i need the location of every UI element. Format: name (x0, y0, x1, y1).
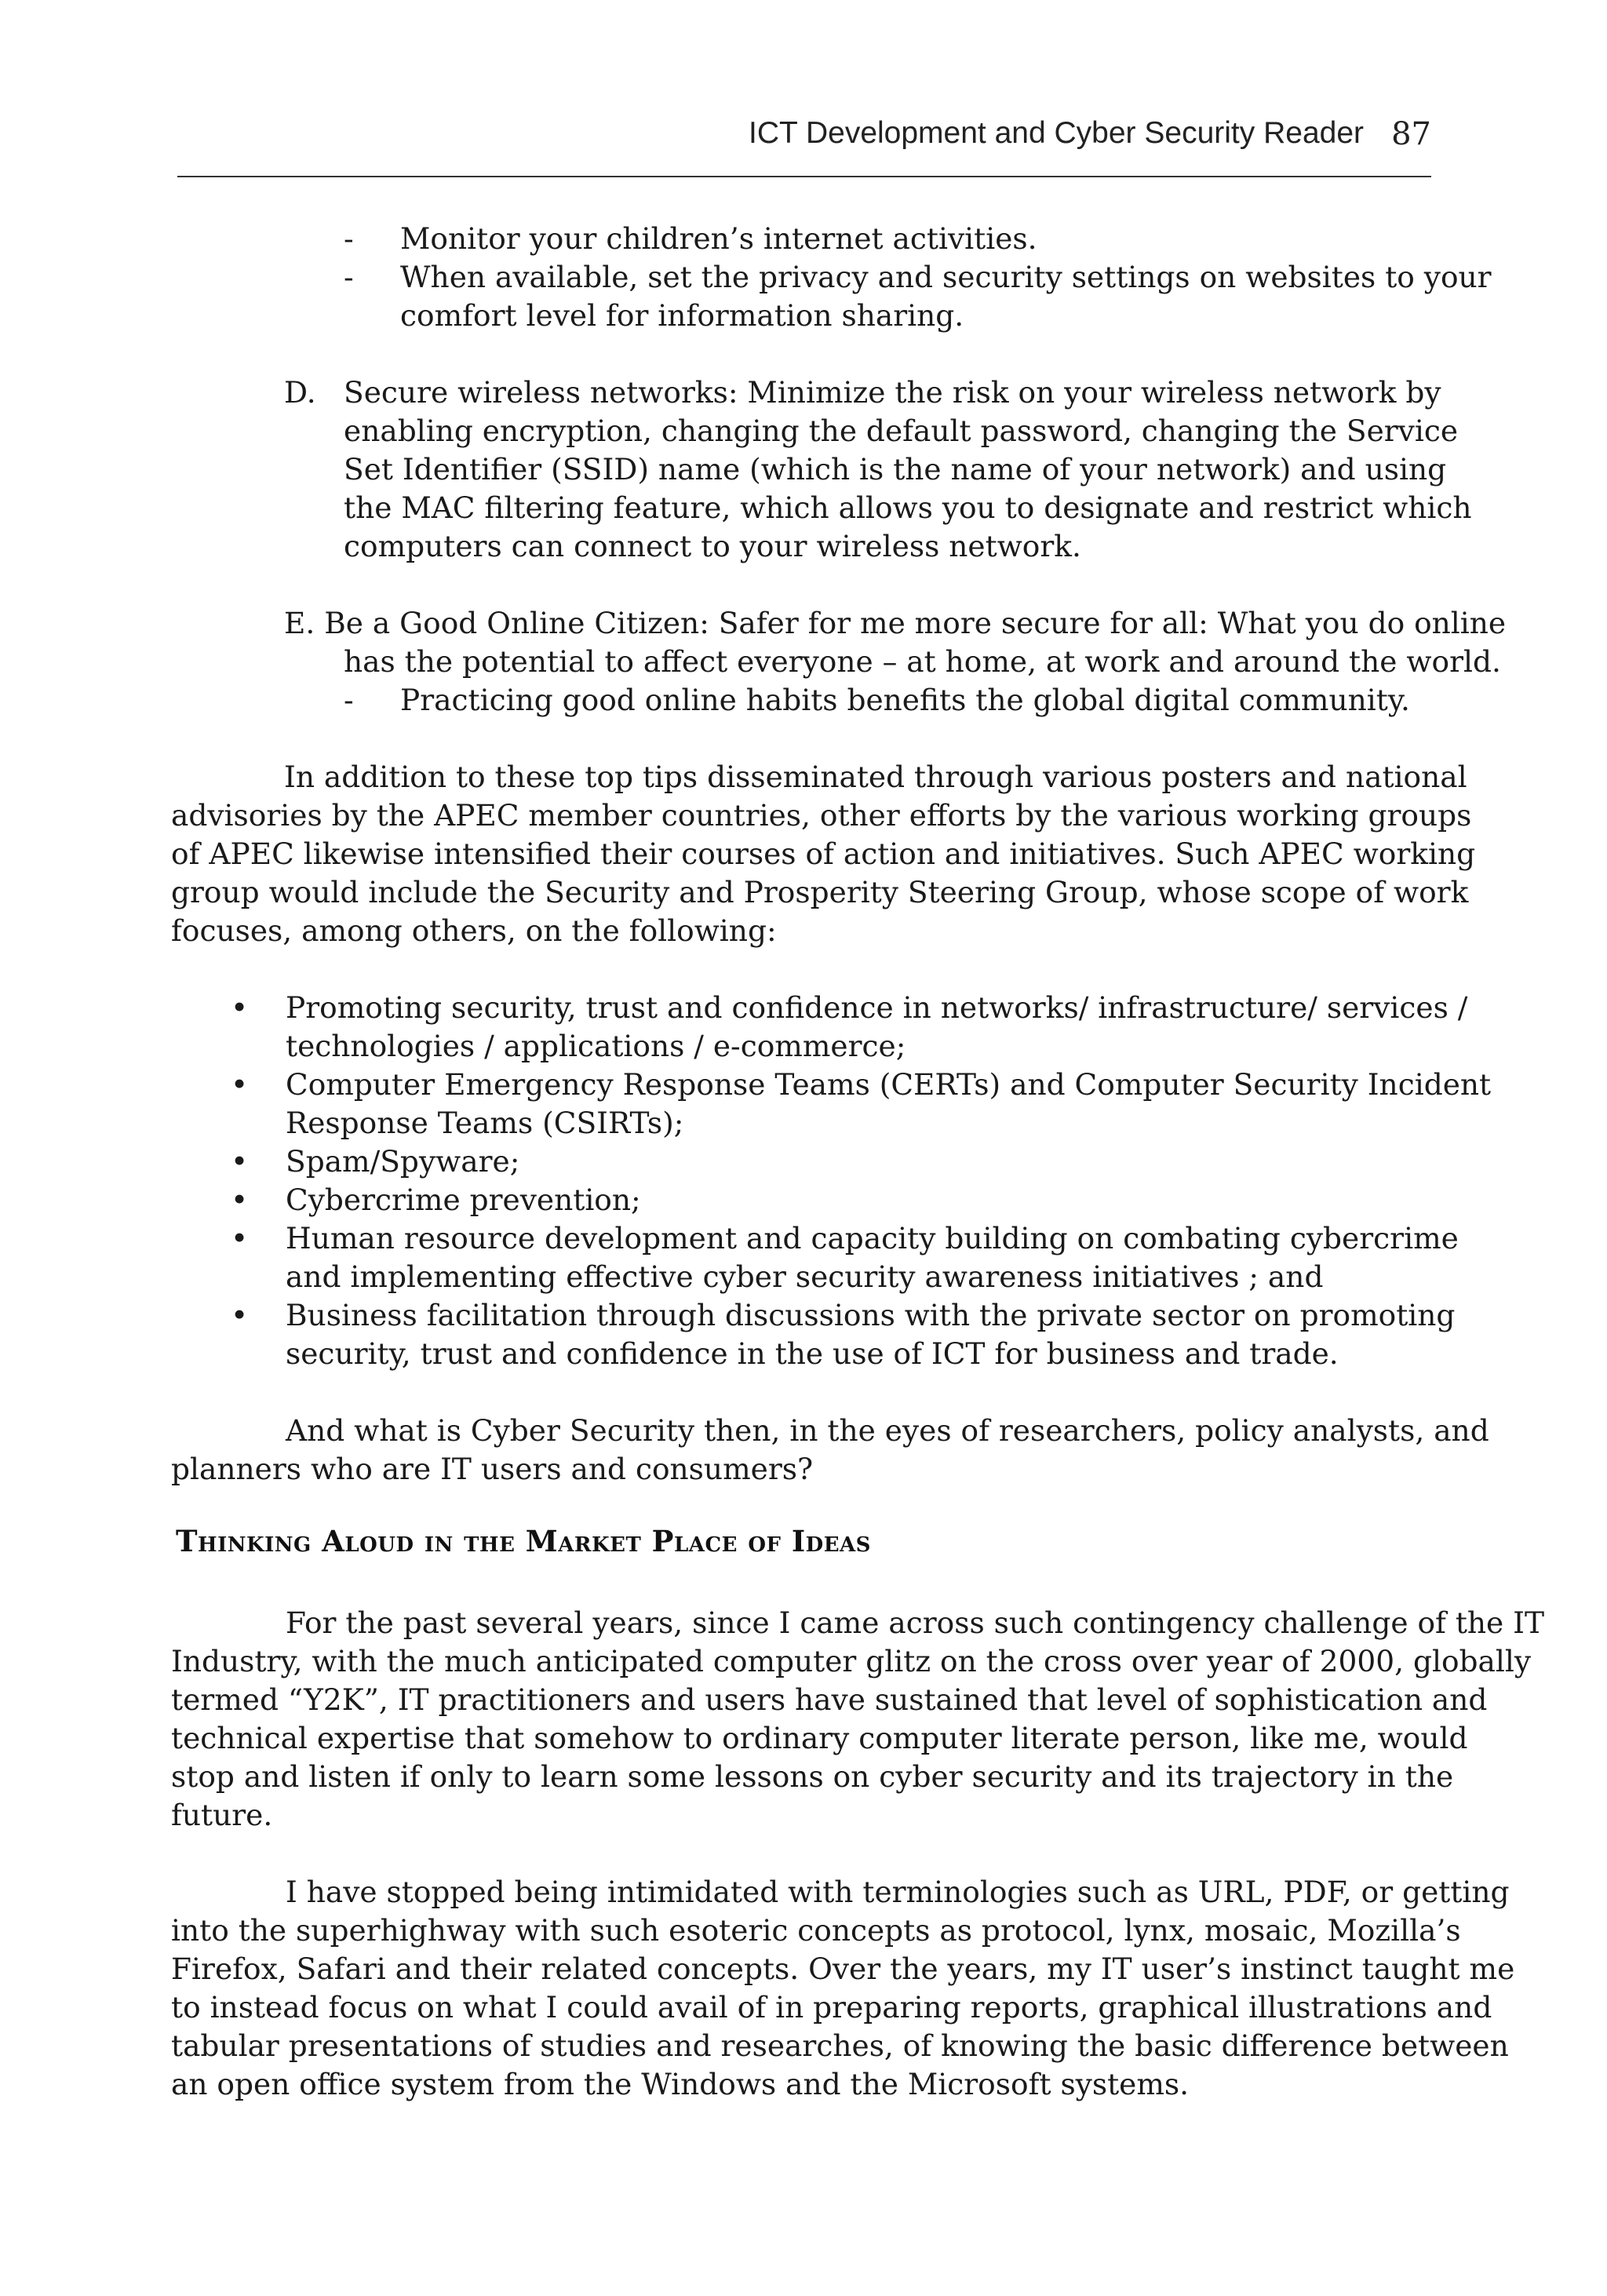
list-item-continuation: comfort level for information sharing. (400, 298, 964, 333)
paragraph-line: Firefox, Safari and their related concepts. Over the years, my IT user’s instinct taught me (171, 1952, 1515, 1986)
item-d-line: enabling encryption, changing the default password, changing the Service (344, 414, 1459, 448)
paragraph-line: For the past several years, since I came across such contingency challenge of the IT (286, 1605, 1544, 1640)
paragraph-line: into the superhighway with such esoteric concepts as protocol, lynx, mosaic, Mozilla’s (171, 1913, 1461, 1948)
bullet-line: Business facilitation through discussions with the private sector on promoting (286, 1298, 1456, 1332)
bullet-line: Computer Emergency Response Teams (CERTs) and Computer Security Incident (286, 1067, 1492, 1102)
bullet-marker: • (231, 1067, 249, 1102)
paragraph-line: In addition to these top tips disseminated through various posters and national (284, 760, 1467, 794)
paragraph-line: And what is Cyber Security then, in the eyes of researchers, policy analysts, and (286, 1413, 1489, 1448)
item-d-line: computers can connect to your wireless network. (344, 529, 1081, 563)
item-d-line: Secure wireless networks: Minimize the risk on your wireless network by (344, 375, 1441, 410)
paragraph-line: to instead focus on what I could avail of in preparing reports, graphical illustrations and (171, 1990, 1492, 2024)
paragraph-line: advisories by the APEC member countries, other efforts by the various working groups (171, 798, 1472, 833)
paragraph-line: Industry, with the much anticipated computer glitz on the cross over year of 2000, globally (171, 1644, 1532, 1678)
list-item: When available, set the privacy and security settings on websites to your (400, 260, 1492, 294)
paragraph-line: termed “Y2K”, IT practitioners and users have sustained that level of sophistication and (171, 1682, 1488, 1717)
item-d-line: the MAC filtering feature, which allows you to designate and restrict which (344, 490, 1472, 525)
paragraph-line: future. (171, 1798, 273, 1832)
dash-marker: - (344, 260, 354, 294)
paragraph-line: I have stopped being intimidated with terminologies such as URL, PDF, or getting (286, 1875, 1510, 1909)
paragraph-line: technical expertise that somehow to ordinary computer literate person, like me, would (171, 1721, 1468, 1755)
bullet-line: security, trust and confidence in the use of ICT for business and trade. (286, 1336, 1339, 1371)
bullet-line: Response Teams (CSIRTs); (286, 1106, 684, 1140)
list-item: Monitor your children’s internet activities. (400, 221, 1037, 256)
bullet-line: Spam/Spyware; (286, 1144, 520, 1179)
bullet-marker: • (231, 990, 249, 1025)
bullet-marker: • (231, 1144, 249, 1179)
item-e-subitem: Practicing good online habits benefits the global digital community. (400, 683, 1410, 717)
bullet-marker: • (231, 1298, 249, 1332)
paragraph-line: group would include the Security and Prosperity Steering Group, whose scope of work (171, 875, 1469, 909)
item-label: D. (284, 375, 316, 410)
paragraph-line: planners who are IT users and consumers? (171, 1452, 814, 1486)
item-e-line: E. Be a Good Online Citizen: Safer for me more secure for all: What you do online (284, 606, 1507, 640)
bullet-line: and implementing effective cyber security awareness initiatives ; and (286, 1259, 1324, 1294)
paragraph-line: tabular presentations of studies and researches, of knowing the basic difference between (171, 2028, 1509, 2063)
bullet-marker: • (231, 1183, 249, 1217)
bullet-marker: • (231, 1221, 249, 1256)
bullet-line: technologies / applications / e-commerce; (286, 1029, 906, 1063)
item-d-line: Set Identifier (SSID) name (which is the name of your network) and using (344, 452, 1447, 487)
section-heading: Thinking Aloud in the Market Place of Ideas (176, 1524, 871, 1558)
header-title: ICT Development and Cyber Security Reader (749, 116, 1364, 150)
paragraph-line: stop and listen if only to learn some lessons on cyber security and its trajectory in the (171, 1759, 1454, 1794)
bullet-line: Human resource development and capacity building on combating cybercrime (286, 1221, 1459, 1256)
dash-marker: - (344, 683, 354, 717)
item-e-line: has the potential to affect everyone – at home, at work and around the world. (344, 644, 1501, 679)
dash-marker: - (344, 221, 354, 256)
paragraph-line: of APEC likewise intensified their courses of action and initiatives. Such APEC working (171, 836, 1476, 871)
paragraph-line: focuses, among others, on the following: (171, 913, 777, 948)
bullet-line: Promoting security, trust and confidence in networks/ infrastructure/ services / (286, 990, 1468, 1025)
page-number: 87 (1391, 116, 1431, 152)
bullet-line: Cybercrime prevention; (286, 1183, 641, 1217)
running-header (177, 107, 1431, 177)
paragraph-line: an open office system from the Windows and the Microsoft systems. (171, 2067, 1190, 2101)
